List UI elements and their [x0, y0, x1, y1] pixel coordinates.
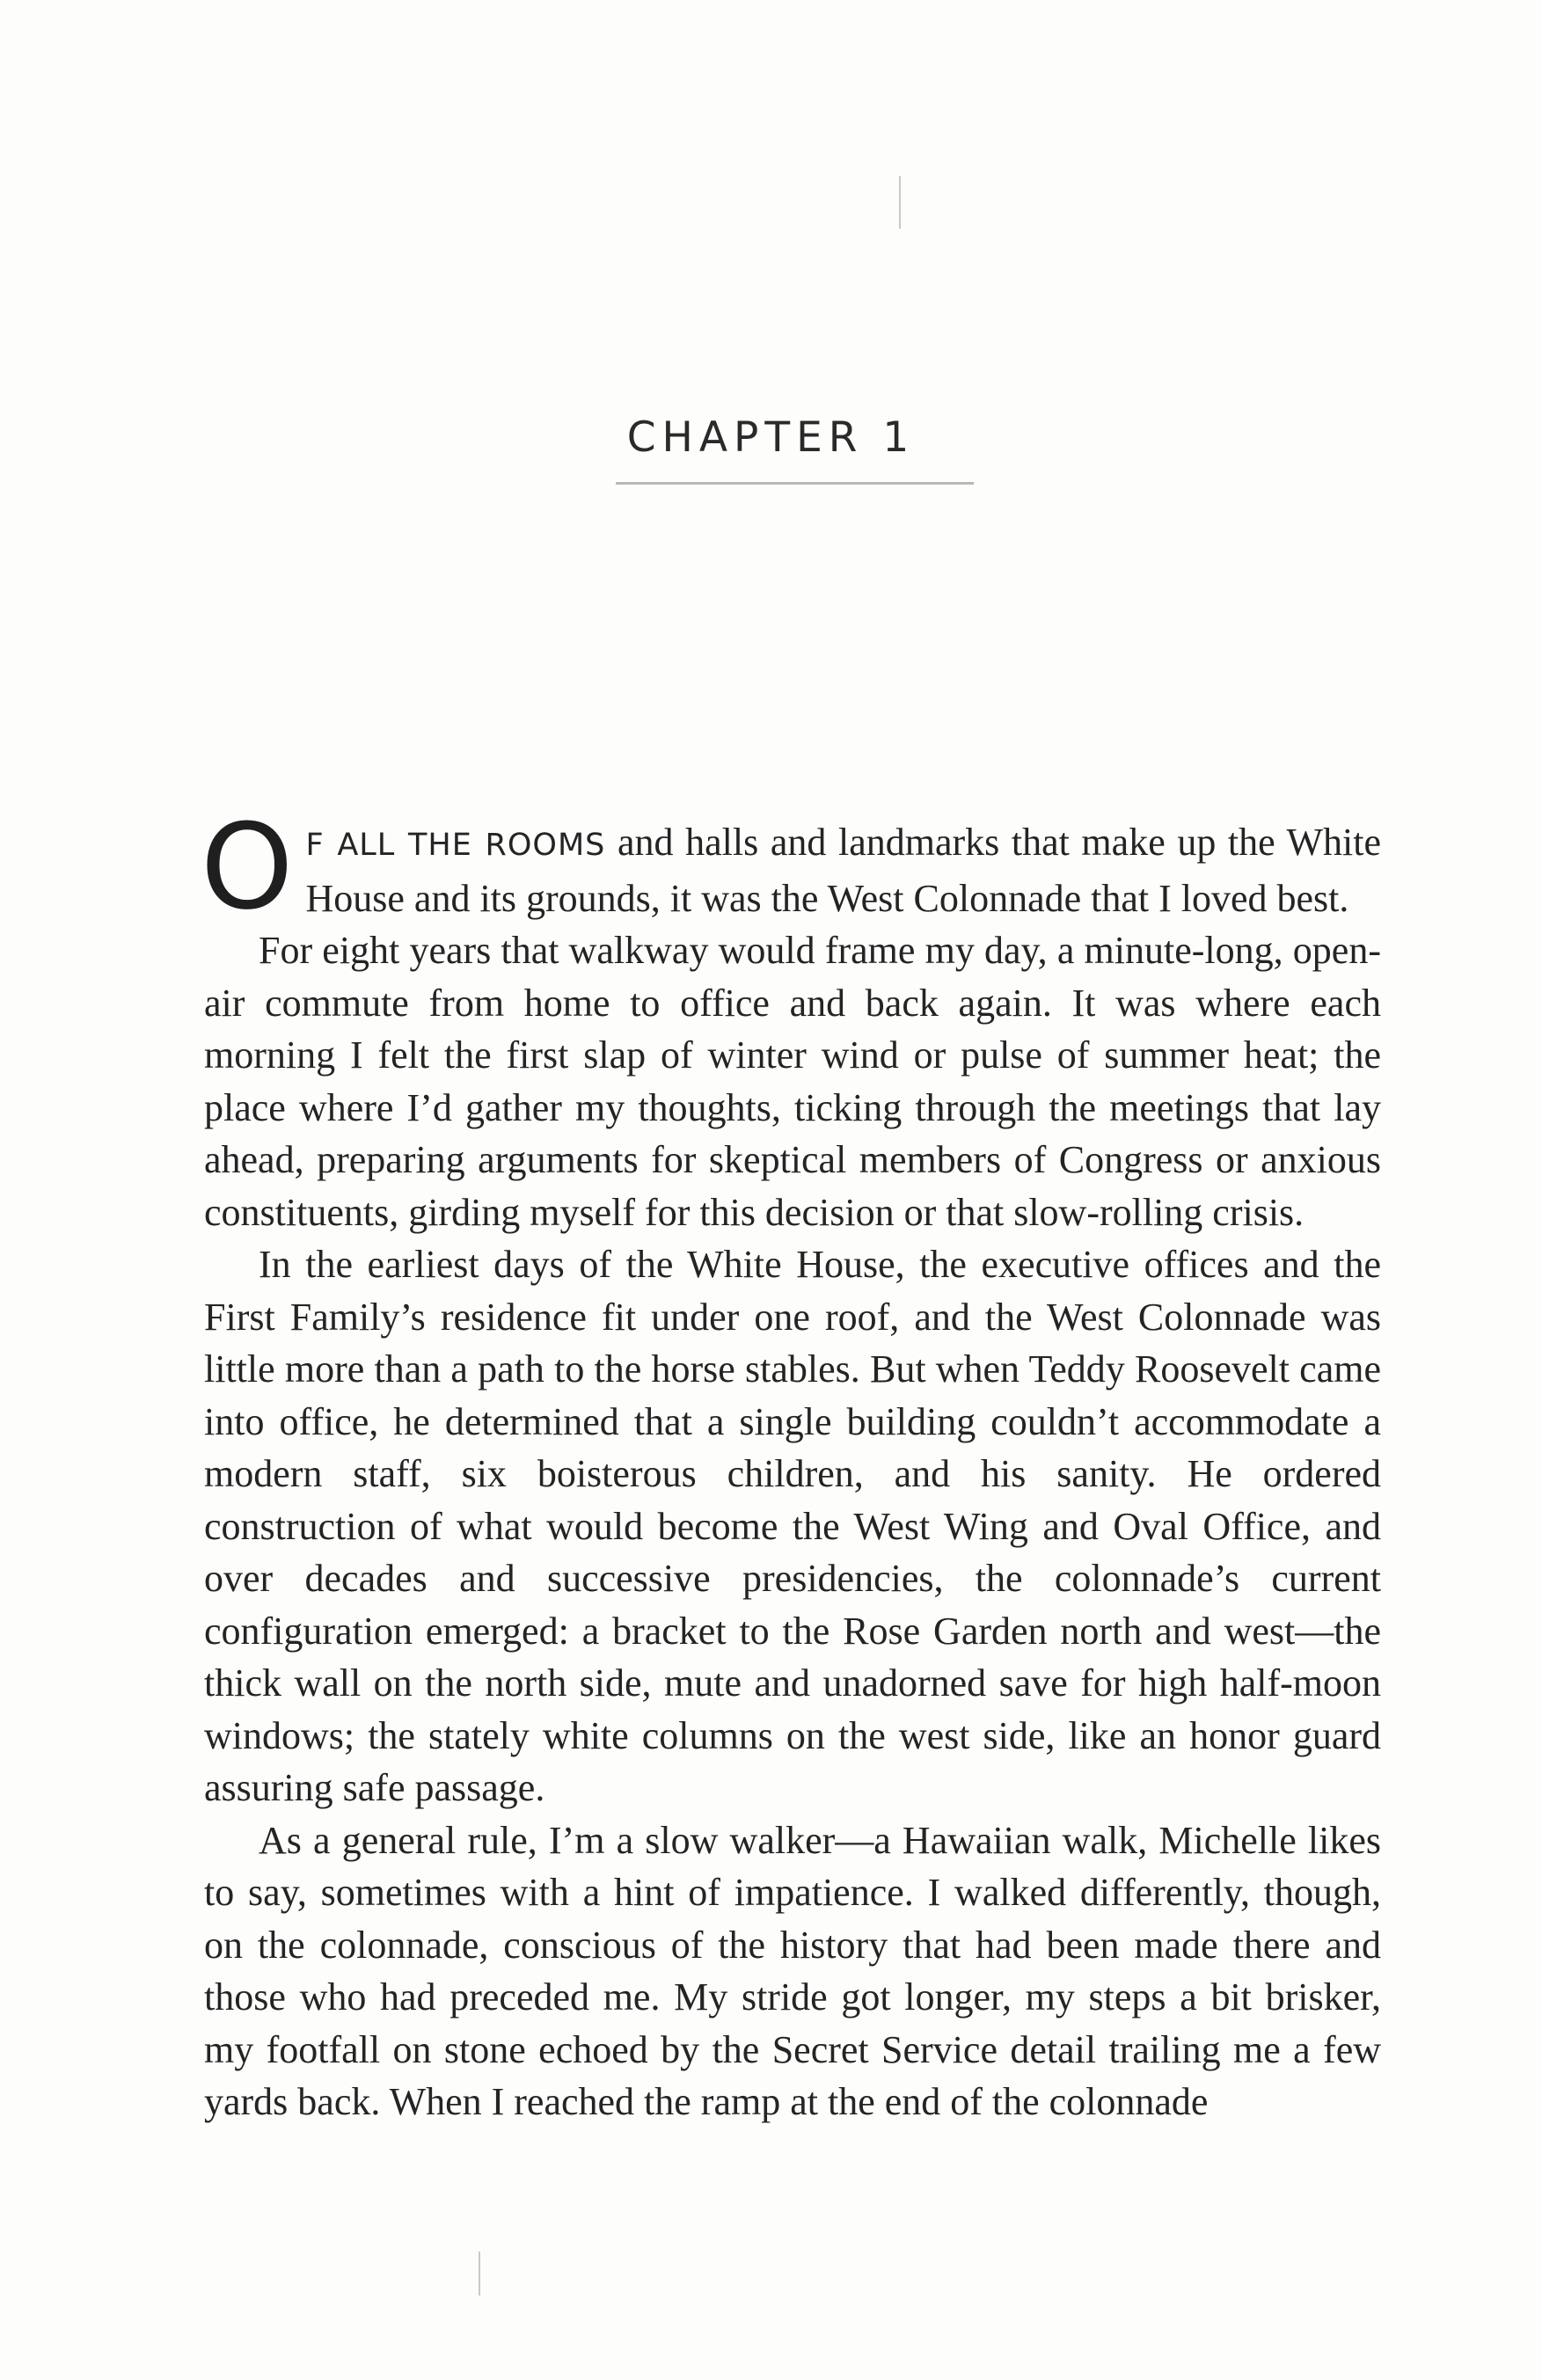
paragraph: As a general rule, I’m a slow walker—a Hawaiian walk, Michelle likes to say, sometimes with a hint of impatience. I walked differently, though, on the colonnade, conscious of the history that had been made there and those who had preceded me. My stride got longer, my steps a bit brisker, my footfall on stone echoed by the Secret Service detail trailing me a few yards back. When I reached the ramp at the end of the colonnade	[204, 1818, 1381, 2123]
chapter-body	[201, 799, 1381, 2128]
drop-cap: O	[201, 799, 294, 936]
paragraph: For eight years that walkway would frame my day, a minute-long, open-air commute from home to office and back again. It was where each morning I felt the first slap of winter wind or pulse of summer heat; the place where I’d gather my thoughts, ticking through the meetings that lay ahead, preparing arguments for skeptical members of Congress or anxious constituents, girding myself for this decision or that slow-rolling crisis.	[204, 929, 1381, 1234]
scan-speck	[899, 176, 901, 229]
opening-text: and halls and landmarks that make up the White House and its grounds, it was the West Colonnade that I loved best.	[305, 821, 1381, 920]
scan-speck	[479, 2252, 480, 2296]
chapter-rule	[616, 482, 974, 485]
chapter-heading: CHAPTER 1	[626, 413, 916, 462]
lead-small-caps: F ALL THE ROOMS	[305, 828, 606, 863]
opening-paragraph	[201, 799, 1381, 936]
paragraph: In the earliest days of the White House, the executive offices and the First Family’s residence fit under one roof, and the West Colonnade was little more than a path to the horse stables. But when Teddy Roosevelt came into office, he determined that a single building couldn’t accommodate a modern staff, six boisterous children, and his sanity. He ordered construction of what would become the West Wing and Oval Office, and over decades and successive presidencies, the colonnade’s current configuration emerged: a bracket to the Rose Garden north and west—the thick wall on the north side, mute and unadorned save for high half-moon windows; the stately white columns on the west side, like an honor guard assuring safe passage.	[204, 1243, 1381, 1809]
